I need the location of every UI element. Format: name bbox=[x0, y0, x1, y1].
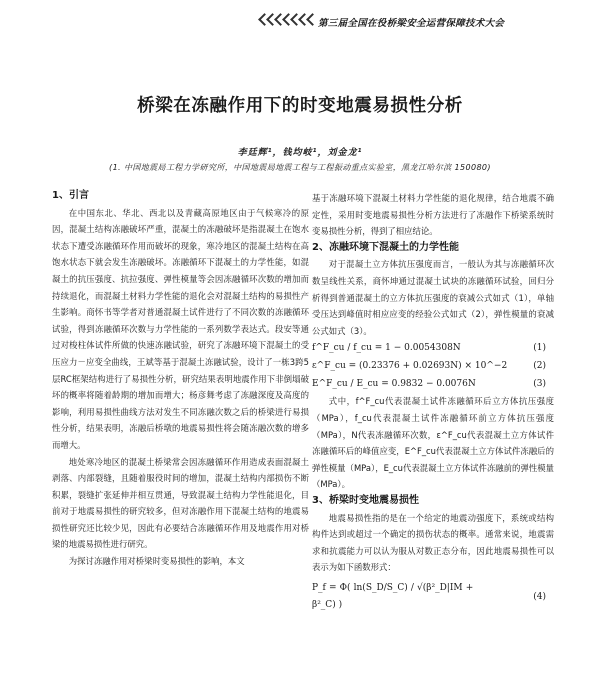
conference-header bbox=[0, 12, 600, 32]
chevron-ornament bbox=[258, 14, 314, 26]
section-2-paragraph-2: 式中，f^F_cu代表混凝土试件冻融循环后立方体抗压强度（MPa），f_cu代表混凝土试件冻融循环前立方体抗压强度（MPa），N代表冻融循环次数，ε^F_cu代表混凝土立方体试件冻融循环后的峰值应变，E^F_cu代表混凝土立方体试件冻融后的弹性模量（MPa），E_cu代表混凝土立方体试件冻融前的弹性模量（MPa）。 bbox=[312, 396, 554, 490]
equation-3-number: (3) bbox=[533, 379, 546, 390]
equation-2 bbox=[312, 357, 554, 375]
equation-4 bbox=[312, 576, 554, 618]
equation-1 bbox=[312, 339, 554, 357]
section-1-continuation: 基于冻融环境下混凝土材料力学性能的退化规律，结合地震不确定性，采用时变地震易损性分析方法进行了冻融作下桥梁系统时变易损性分析，得到了相应结论。 bbox=[312, 193, 554, 237]
paper-authors: 李廷辉¹，钱均岐¹，刘金龙¹ bbox=[237, 148, 363, 158]
chevron-left-icon bbox=[290, 14, 298, 26]
chevron-left-icon bbox=[274, 14, 282, 26]
chevron-left-icon bbox=[266, 14, 274, 26]
equation-3 bbox=[312, 375, 554, 393]
chevron-left-icon bbox=[306, 14, 314, 26]
chevron-left-icon bbox=[258, 14, 266, 26]
paper-title: 桥梁在冻融作用下的时变地震易损性分析 bbox=[137, 96, 463, 116]
equation-3-body: E^F_cu / E_cu = 0.9832 − 0.0076N bbox=[312, 379, 476, 390]
equation-1-body: f^F_cu / f_cu = 1 − 0.0054308N bbox=[312, 343, 461, 354]
right-column bbox=[312, 190, 554, 618]
section-1-paragraph-3: 为探讨冻融作用对桥梁时变易损性的影响，本文 bbox=[68, 556, 245, 567]
section-2-heading: 2、冻融环境下混凝土的力学性能 bbox=[312, 241, 459, 253]
conference-name: 第三届全国在役桥梁安全运营保障技术大会 bbox=[318, 18, 505, 29]
equation-1-number: (1) bbox=[533, 343, 546, 354]
section-1-heading: 1、引言 bbox=[52, 190, 89, 201]
section-2-paragraph-1: 对于混凝土立方体抗压强度而言，一般认为其与冻融循环次数呈线性关系，商怀坤通过混凝土试块的冻融循环试验，回归分析得到普通混凝土的立方体抗压强度的衰减公式如式（1），单轴受压达到峰值时相应应变的经验公式如式（2），弹性模量的衰减公式如式（3）。 bbox=[312, 259, 554, 336]
left-column bbox=[52, 188, 309, 570]
equation-2-body: ε^F_cu = (0.23376 + 0.02693N) × 10^−2 bbox=[312, 361, 508, 372]
chevron-left-icon bbox=[298, 14, 306, 26]
equation-4-number: (4) bbox=[533, 591, 546, 602]
section-3-heading: 3、桥梁时变地震易损性 bbox=[312, 494, 419, 506]
section-1-paragraph-1: 在中国东北、华北、西北以及青藏高原地区由于气候寒冷的原因，混凝土结构冻融破坏严重，混凝土的冻融破坏是指混凝土在饱水状态下遭受冻融循环作用而破坏的现象，寒冷地区的混凝土结构在高饱水状态下就会发生冻融破坏。冻融循环下混凝土的力学性能，如混凝土的抗压强度、抗拉强度、弹性模量等会因冻融循环次数的增加而持续退化，而混凝土材料力学性能的退化会对混凝土结构的易损性产生影响。商怀书等学者对普通混凝土试件进行了不同次数的冻融循环试验，得到冻融循环次数与力学性能的一系列数学表达式。段安等通过对梭柱体试件所做的快速冻融试验，研究了冻融环境下混凝土的受压应力－应变全曲线，王斌等基于混凝土冻融试验，设计了一栋3跨5层RC框架结构进行了易损性分析，研究结果表明地震作用下非倒塌破坏的概率将随着龄期的增加而增大；杨彦舞考虑了冻融深度及高度的影响，利用易损性曲线方法对发生不同冻融次数之后的桥梁进行易损性分析，结果表明，冻融后桥墩的地震易损性将会随冻融次数的增多而增大。 bbox=[52, 207, 309, 450]
equation-4-body: P_f = Φ( ln(S_D/S_C) / √(β²_D|IM + β²_C) ) bbox=[312, 583, 474, 610]
section-1-paragraph-2: 地处寒冷地区的混凝土桥梁常会因冻融循环作用造成表面混凝土剥落、内部裂缝，且随着服役时间的增加，混凝土结构内部损伤不断积累，裂缝扩张延伸并相互贯通，导致混凝土结构力学性能退化，目前对于地震易损性的研究较多，但对冻融作用下混凝土结构的地震易损性研究还比较少见，因此有必要结合冻融循环作用及地震作用对桥梁的地震易损性进行研究。 bbox=[52, 456, 309, 550]
section-3-paragraph-1: 地震易损性指的是在一个给定的地震动强度下，系统或结构构件达到或超过一个确定的损伤状态的概率。通常来说，地震需求和抗震能力可以认为服从对数正态分布，因此地震易损性可以表示为如下函数形式： bbox=[312, 512, 554, 573]
equation-2-number: (2) bbox=[533, 361, 546, 372]
paper-affiliation: (1. 中国地震局工程力学研究所，中国地震局地震工程与工程振动重点实验室，黑龙江哈尔滨 150080) bbox=[109, 163, 491, 172]
chevron-left-icon bbox=[282, 14, 290, 26]
